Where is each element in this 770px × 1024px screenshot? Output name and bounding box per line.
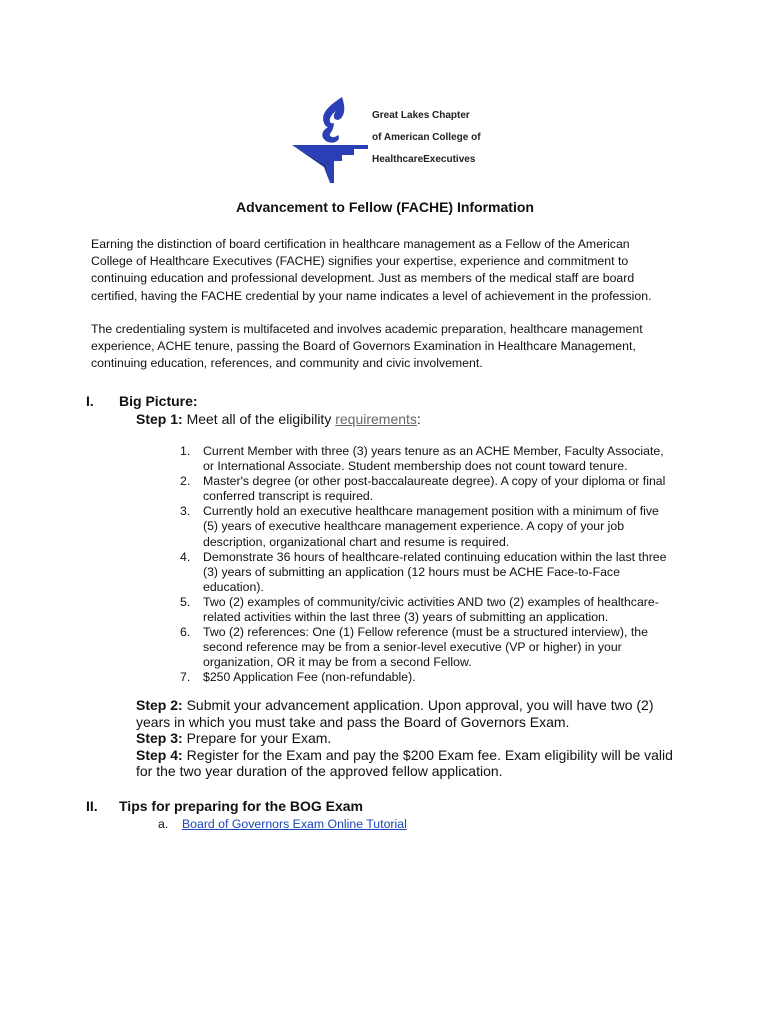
requirement-line: description, organizational chart and resume is required. <box>203 534 510 549</box>
logo-text <box>372 105 481 171</box>
requirement-item <box>180 444 700 474</box>
step-1-label: Step 1: <box>136 411 183 427</box>
requirement-item <box>180 595 700 625</box>
requirement-number: 2. <box>180 474 191 489</box>
step-4-line-2: for the two year duration of the approved fellow application. <box>136 763 503 780</box>
requirement-line: education). <box>203 579 264 594</box>
text-line: Earning the distinction of board certification in healthcare management as a Fellow of the American <box>91 237 630 251</box>
credentialing-paragraph <box>91 321 691 373</box>
chapter-logo <box>290 95 550 190</box>
section-2-numeral: II. <box>86 798 98 814</box>
requirement-number: 7. <box>180 670 191 685</box>
flame-torch-logo-icon <box>290 95 370 190</box>
requirement-number: 1. <box>180 444 191 458</box>
requirement-line: Demonstrate 36 hours of healthcare-related continuing education within the last three <box>203 549 667 564</box>
section-1-numeral: I. <box>86 393 94 409</box>
text-line: experience, ACHE tenure, passing the Board of Governors Examination in Healthcare Management, <box>91 339 636 354</box>
step-3 <box>136 730 673 747</box>
requirement-line: conferred transcript is required. <box>203 489 374 504</box>
document-title: Advancement to Fellow (FACHE) Information <box>236 199 534 215</box>
logo-line-2: of American College of <box>372 132 481 143</box>
requirement-line: organization, OR it may be from a second Fellow. <box>203 655 472 670</box>
step-2-label: Step 2: <box>136 697 183 713</box>
tip-item-letter: a. <box>158 817 169 831</box>
text-line: The credentialing system is multifaceted and involves academic preparation, healthcare management <box>91 322 643 336</box>
step-4-text: Register for the Exam and pay the $200 Exam fee. Exam eligibility will be valid <box>182 746 673 763</box>
requirements-link[interactable]: requirements <box>335 411 417 427</box>
steps-block <box>136 697 673 780</box>
requirement-line: or International Associate. Student membership does not count toward tenure. <box>203 459 628 474</box>
requirement-line: related activities within the last three (3) years of submitting an application. <box>203 610 609 625</box>
requirements-list <box>180 444 700 686</box>
text-line: certified, having the FACHE credential by your name indicates a level of achievement in the profession. <box>91 288 652 303</box>
requirement-line: Current Member with three (3) years tenure as an ACHE Member, Faculty Associate, <box>203 444 664 458</box>
step-2-text: Submit your advancement application. Upon approval, you will have two (2) <box>182 697 654 713</box>
requirement-item <box>180 550 700 595</box>
requirement-item <box>180 504 700 549</box>
requirement-line: Two (2) examples of community/civic activities AND two (2) examples of healthcare- <box>203 594 659 609</box>
requirement-number: 3. <box>180 504 191 519</box>
step-2-line-2: years in which you must take and pass the Board of Governors Exam. <box>136 713 570 730</box>
requirement-line: second reference may be from a senior-level executive (VP or higher) in your <box>203 640 622 655</box>
text-line: continuing education and professional development. Just as members of the medical staff are board <box>91 271 635 286</box>
step-4-line-1 <box>136 747 673 764</box>
requirement-line: (3) years of submitting an application (12 hours must be ACHE Face-to-Face <box>203 564 620 579</box>
requirement-number: 6. <box>180 625 191 640</box>
requirement-item <box>180 474 700 504</box>
requirement-line: Currently hold an executive healthcare management position with a minimum of five <box>203 504 659 519</box>
requirement-line: (5) years of executive healthcare management experience. A copy of your job <box>203 519 625 534</box>
text-line: College of Healthcare Executives (FACHE) signifies your expertise, experience and commitment to <box>91 254 629 269</box>
step-1-colon: : <box>416 411 421 427</box>
step-3-label: Step 3: <box>136 730 183 747</box>
tip-item-a <box>158 817 407 831</box>
requirement-number: 4. <box>180 549 191 564</box>
section-2-heading: Tips for preparing for the BOG Exam <box>119 798 364 814</box>
requirement-line: Master's degree (or other post-baccalaureate degree). A copy of your diploma or final <box>203 474 666 489</box>
logo-line-3: HealthcareExecutives <box>372 154 476 165</box>
requirement-item <box>180 625 700 670</box>
requirement-line: Two (2) references: One (1) Fellow reference (must be a structured interview), the <box>203 625 648 640</box>
step-4-label: Step 4: <box>136 746 183 763</box>
step-3-text: Prepare for your Exam. <box>182 730 332 747</box>
bog-tutorial-link[interactable]: Board of Governors Exam Online Tutorial <box>181 817 407 831</box>
requirement-line: $250 Application Fee (non-refundable). <box>203 670 416 685</box>
text-line: continuing education, references, and community and civic involvement. <box>91 356 483 371</box>
intro-paragraph <box>91 236 691 305</box>
requirement-number: 5. <box>180 594 191 609</box>
step-2-line-1 <box>136 697 673 714</box>
requirement-item <box>180 670 700 685</box>
logo-line-1: Great Lakes Chapter <box>372 110 470 121</box>
step-1 <box>136 411 421 427</box>
step-1-text: Meet all of the eligibility <box>182 411 336 427</box>
section-1-heading: Big Picture: <box>119 393 198 409</box>
